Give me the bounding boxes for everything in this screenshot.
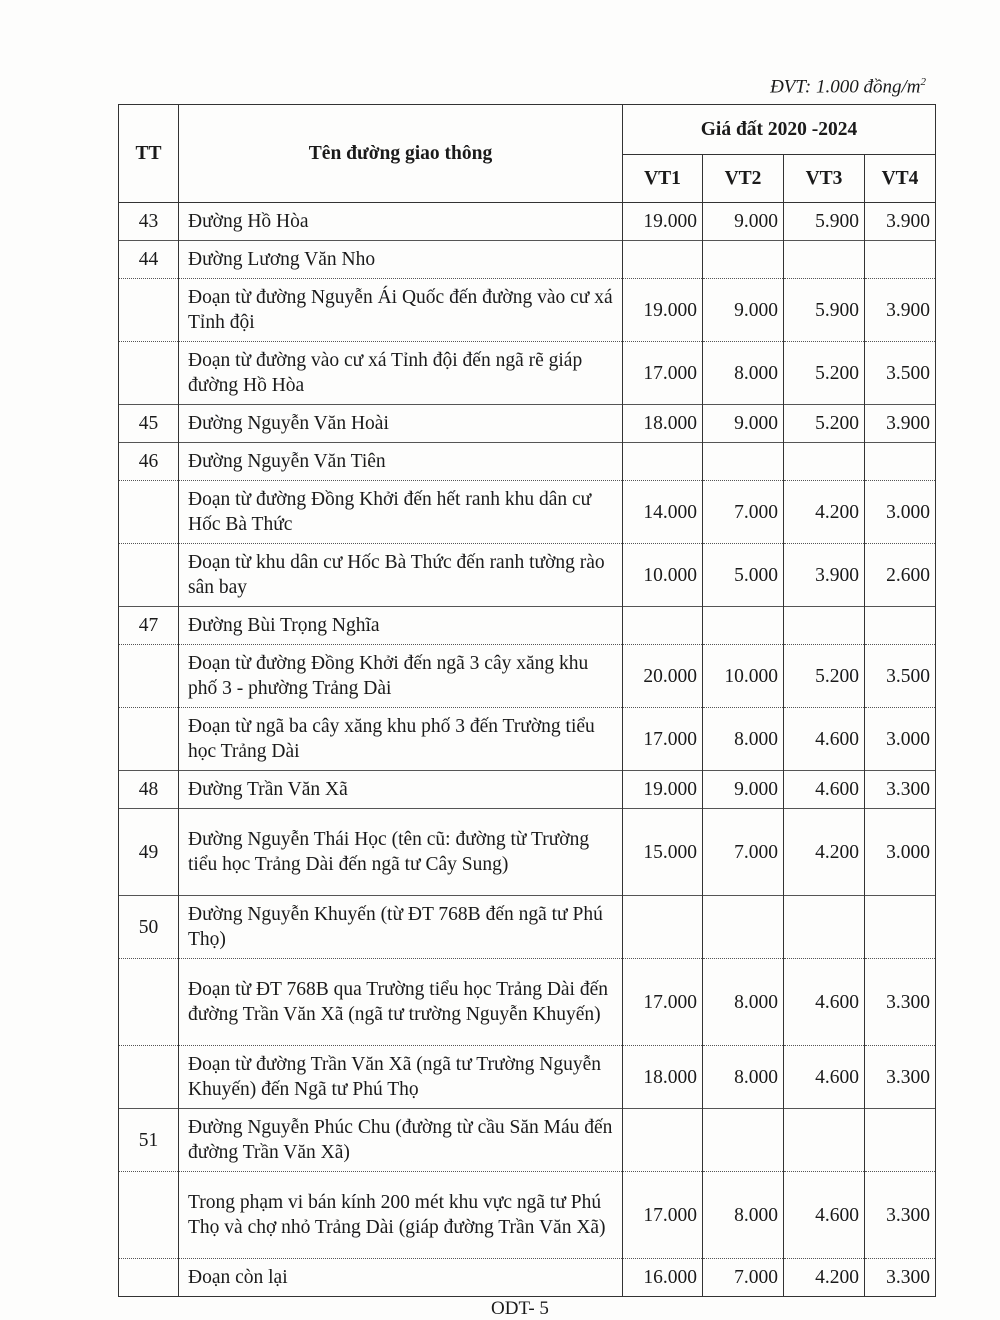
price-vt3: 5.200 xyxy=(784,645,865,708)
price-vt3: 4.600 xyxy=(784,1046,865,1109)
road-name: Đường Nguyễn Khuyến (từ ĐT 768B đến ngã tư Phú Thọ) xyxy=(179,896,623,959)
table-body xyxy=(119,203,936,1297)
price-vt4: 3.900 xyxy=(865,203,936,241)
price-vt4: 3.300 xyxy=(865,1172,936,1259)
table-row xyxy=(119,1259,936,1297)
price-vt3: 5.200 xyxy=(784,342,865,405)
unit-text: ĐVT: 1.000 đồng/m xyxy=(770,76,921,98)
price-vt4: 3.300 xyxy=(865,1046,936,1109)
road-name: Đoạn từ ngã ba cây xăng khu phố 3 đến Trường tiểu học Trảng Dài xyxy=(179,708,623,771)
price-vt3: 5.200 xyxy=(784,405,865,443)
price-vt1: 14.000 xyxy=(623,481,703,544)
price-vt1 xyxy=(623,896,703,959)
price-vt1: 17.000 xyxy=(623,959,703,1046)
price-vt2: 7.000 xyxy=(703,481,784,544)
price-vt2: 8.000 xyxy=(703,1046,784,1109)
row-number: 49 xyxy=(119,809,179,896)
price-vt3 xyxy=(784,443,865,481)
price-vt2: 7.000 xyxy=(703,809,784,896)
header-vt4: VT4 xyxy=(865,155,936,203)
table-row xyxy=(119,645,936,708)
price-vt2 xyxy=(703,443,784,481)
table-row xyxy=(119,771,936,809)
price-vt4: 3.000 xyxy=(865,708,936,771)
price-vt2: 9.000 xyxy=(703,405,784,443)
row-number xyxy=(119,481,179,544)
table-row xyxy=(119,279,936,342)
row-number: 47 xyxy=(119,607,179,645)
road-name: Đoạn từ ĐT 768B qua Trường tiểu học Trảng Dài đến đường Trần Văn Xã (ngã tư trường Nguyễn Khuyến) xyxy=(179,959,623,1046)
price-vt1: 19.000 xyxy=(623,203,703,241)
road-name: Đường Hồ Hòa xyxy=(179,203,623,241)
header-road-name: Tên đường giao thông xyxy=(179,105,623,203)
header-vt1: VT1 xyxy=(623,155,703,203)
price-vt3: 4.200 xyxy=(784,481,865,544)
header-tt: TT xyxy=(119,105,179,203)
price-vt4: 3.900 xyxy=(865,279,936,342)
price-vt4: 3.000 xyxy=(865,809,936,896)
table-row xyxy=(119,1046,936,1109)
price-vt4 xyxy=(865,241,936,279)
price-vt3 xyxy=(784,1109,865,1172)
price-vt4: 3.300 xyxy=(865,771,936,809)
road-name: Đường Nguyễn Thái Học (tên cũ: đường từ Trường tiểu học Trảng Dài đến ngã tư Cây Sung) xyxy=(179,809,623,896)
header-vt3: VT3 xyxy=(784,155,865,203)
price-vt2 xyxy=(703,607,784,645)
header-vt2: VT2 xyxy=(703,155,784,203)
road-name: Đường Bùi Trọng Nghĩa xyxy=(179,607,623,645)
table-row xyxy=(119,607,936,645)
price-vt1: 17.000 xyxy=(623,1172,703,1259)
price-vt4: 3.300 xyxy=(865,959,936,1046)
price-vt2: 9.000 xyxy=(703,203,784,241)
row-number xyxy=(119,1172,179,1259)
price-vt4 xyxy=(865,896,936,959)
price-vt1: 15.000 xyxy=(623,809,703,896)
land-price-table xyxy=(118,104,936,1297)
road-name: Đoạn còn lại xyxy=(179,1259,623,1297)
row-number: 45 xyxy=(119,405,179,443)
price-vt4: 3.900 xyxy=(865,405,936,443)
row-number: 44 xyxy=(119,241,179,279)
price-vt1 xyxy=(623,443,703,481)
price-vt1: 19.000 xyxy=(623,279,703,342)
price-vt1: 18.000 xyxy=(623,405,703,443)
row-number: 51 xyxy=(119,1109,179,1172)
row-number xyxy=(119,342,179,405)
table-row xyxy=(119,481,936,544)
unit-note xyxy=(770,76,926,98)
price-vt4 xyxy=(865,443,936,481)
row-number xyxy=(119,1259,179,1297)
price-vt3 xyxy=(784,607,865,645)
table-row xyxy=(119,1172,936,1259)
price-vt4 xyxy=(865,607,936,645)
row-number: 50 xyxy=(119,896,179,959)
price-vt1: 10.000 xyxy=(623,544,703,607)
price-vt1 xyxy=(623,1109,703,1172)
table-row xyxy=(119,959,936,1046)
price-vt2: 7.000 xyxy=(703,1259,784,1297)
price-vt2 xyxy=(703,241,784,279)
row-number: 48 xyxy=(119,771,179,809)
price-vt2: 9.000 xyxy=(703,771,784,809)
row-number xyxy=(119,959,179,1046)
price-vt4: 3.500 xyxy=(865,342,936,405)
price-vt4 xyxy=(865,1109,936,1172)
table-row xyxy=(119,809,936,896)
table-row xyxy=(119,443,936,481)
unit-superscript: 2 xyxy=(920,76,926,88)
road-name: Đoạn từ đường Đồng Khởi đến hết ranh khu dân cư Hốc Bà Thức xyxy=(179,481,623,544)
row-number: 43 xyxy=(119,203,179,241)
table-row xyxy=(119,203,936,241)
price-vt3: 4.600 xyxy=(784,771,865,809)
price-vt2: 9.000 xyxy=(703,279,784,342)
price-vt1: 19.000 xyxy=(623,771,703,809)
price-vt1: 20.000 xyxy=(623,645,703,708)
price-vt3: 4.200 xyxy=(784,1259,865,1297)
price-vt4: 3.000 xyxy=(865,481,936,544)
row-number xyxy=(119,1046,179,1109)
road-name: Đoạn từ đường Đồng Khởi đến ngã 3 cây xăng khu phố 3 - phường Trảng Dài xyxy=(179,645,623,708)
price-vt1: 16.000 xyxy=(623,1259,703,1297)
table-row xyxy=(119,342,936,405)
price-vt1: 17.000 xyxy=(623,342,703,405)
price-vt1: 17.000 xyxy=(623,708,703,771)
price-vt3: 5.900 xyxy=(784,279,865,342)
road-name: Đường Lương Văn Nho xyxy=(179,241,623,279)
road-name: Đoạn từ đường Trần Văn Xã (ngã tư Trường Nguyễn Khuyến) đến Ngã tư Phú Thọ xyxy=(179,1046,623,1109)
price-vt2: 8.000 xyxy=(703,342,784,405)
price-vt2: 8.000 xyxy=(703,959,784,1046)
table-row xyxy=(119,241,936,279)
price-vt1 xyxy=(623,241,703,279)
table-row xyxy=(119,544,936,607)
road-name: Đoạn từ đường Nguyễn Ái Quốc đến đường vào cư xá Tỉnh đội xyxy=(179,279,623,342)
price-vt3: 4.600 xyxy=(784,1172,865,1259)
road-name: Đường Trần Văn Xã xyxy=(179,771,623,809)
price-vt4: 3.500 xyxy=(865,645,936,708)
row-number xyxy=(119,544,179,607)
price-vt2: 8.000 xyxy=(703,1172,784,1259)
price-vt3: 5.900 xyxy=(784,203,865,241)
price-vt3 xyxy=(784,241,865,279)
price-vt3: 4.600 xyxy=(784,708,865,771)
road-name: Đoạn từ đường vào cư xá Tỉnh đội đến ngã rẽ giáp đường Hồ Hòa xyxy=(179,342,623,405)
price-vt3: 4.600 xyxy=(784,959,865,1046)
price-vt1 xyxy=(623,607,703,645)
price-vt3 xyxy=(784,896,865,959)
price-vt3: 4.200 xyxy=(784,809,865,896)
price-vt2: 10.000 xyxy=(703,645,784,708)
price-vt3: 3.900 xyxy=(784,544,865,607)
road-name: Đường Nguyễn Văn Tiên xyxy=(179,443,623,481)
table-row xyxy=(119,896,936,959)
table-row xyxy=(119,405,936,443)
table-row xyxy=(119,708,936,771)
page-number: ODT- 5 xyxy=(491,1298,549,1319)
price-vt2: 5.000 xyxy=(703,544,784,607)
price-vt4: 2.600 xyxy=(865,544,936,607)
price-vt1: 18.000 xyxy=(623,1046,703,1109)
table-row xyxy=(119,1109,936,1172)
road-name: Trong phạm vi bán kính 200 mét khu vực ngã tư Phú Thọ và chợ nhỏ Trảng Dài (giáp đường Trần Văn Xã) xyxy=(179,1172,623,1259)
header-price-group: Giá đất 2020 -2024 xyxy=(623,105,936,155)
price-vt2: 8.000 xyxy=(703,708,784,771)
row-number xyxy=(119,708,179,771)
road-name: Đoạn từ khu dân cư Hốc Bà Thức đến ranh tường rào sân bay xyxy=(179,544,623,607)
row-number: 46 xyxy=(119,443,179,481)
price-vt2 xyxy=(703,1109,784,1172)
table-header xyxy=(119,105,936,203)
row-number xyxy=(119,279,179,342)
price-vt2 xyxy=(703,896,784,959)
row-number xyxy=(119,645,179,708)
price-vt4: 3.300 xyxy=(865,1259,936,1297)
road-name: Đường Nguyễn Phúc Chu (đường từ cầu Săn Máu đến đường Trần Văn Xã) xyxy=(179,1109,623,1172)
road-name: Đường Nguyễn Văn Hoài xyxy=(179,405,623,443)
